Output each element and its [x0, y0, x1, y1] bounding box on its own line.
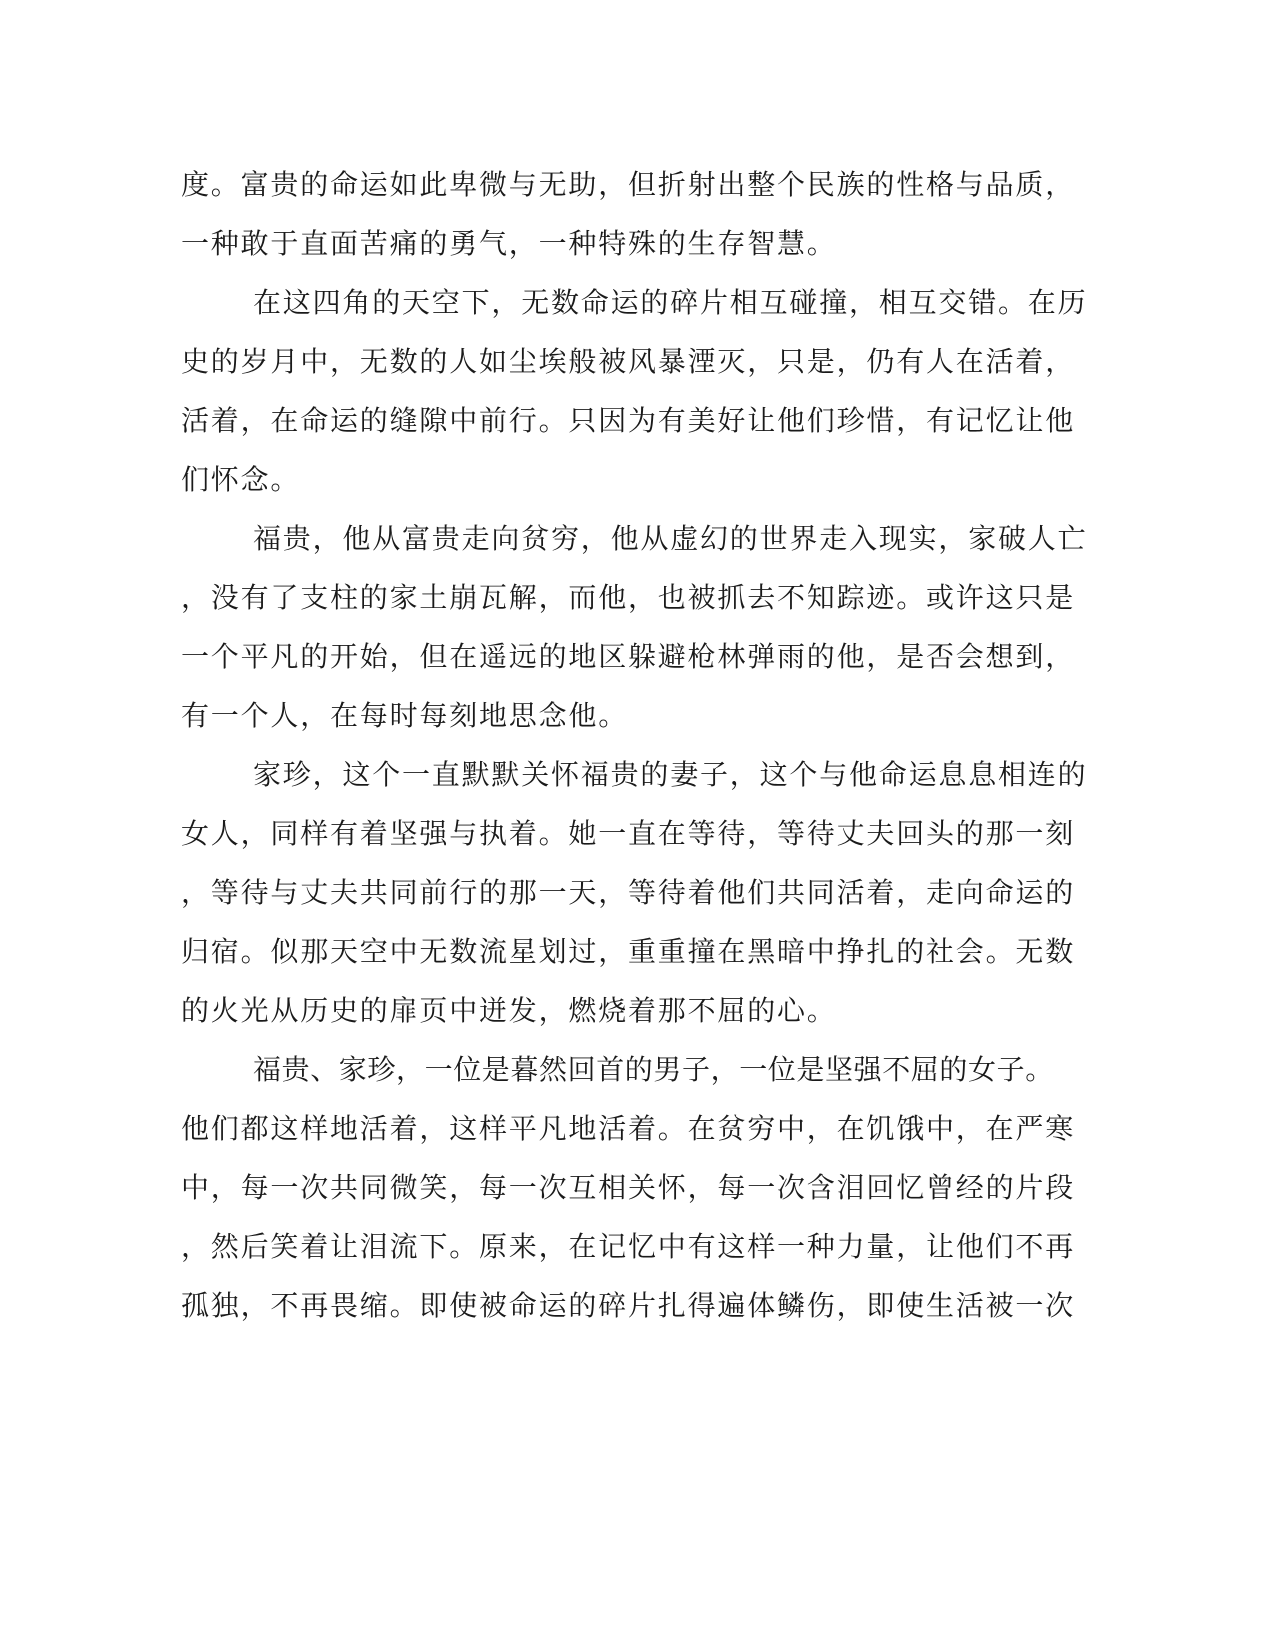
paragraph-start-line: 福贵、家珍，一位是暮然回首的男子，一位是坚强不屈的女子。	[253, 1053, 1054, 1086]
text-line: 有一个人，在每时每刻地思念他。	[181, 699, 629, 732]
paragraph-start-line: 家珍，这个一直默默关怀福贵的妻子，这个与他命运息息相连的	[253, 758, 1088, 791]
text-line: 归宿。似那天空中无数流星划过，重重撞在黑暗中挣扎的社会。无数	[181, 935, 1076, 968]
paragraph-start-line: 福贵，他从富贵走向贫穷，他从虚幻的世界走入现实，家破人亡	[253, 522, 1088, 555]
text-line: ，没有了支柱的家土崩瓦解，而他，也被抓去不知踪迹。或许这只是	[181, 581, 1076, 614]
text-line: 一种敢于直面苦痛的勇气，一种特殊的生存智慧。	[181, 227, 837, 260]
text-line: ，然后笑着让泪流下。原来，在记忆中有这样一种力量，让他们不再	[181, 1230, 1076, 1263]
text-line: 活着，在命运的缝隙中前行。只因为有美好让他们珍惜，有记忆让他	[181, 404, 1076, 437]
text-line: 度。富贵的命运如此卑微与无助，但折射出整个民族的性格与品质，	[181, 168, 1076, 201]
text-line: 他们都这样地活着，这样平凡地活着。在贫穷中，在饥饿中，在严寒	[181, 1112, 1076, 1145]
text-line: 一个平凡的开始，但在遥远的地区躲避枪林弹雨的他，是否会想到，	[181, 640, 1076, 673]
body-text	[181, 155, 1088, 1335]
text-line: 的火光从历史的扉页中迸发，燃烧着那不屈的心。	[181, 994, 837, 1027]
text-line: 中，每一次共同微笑，每一次互相关怀，每一次含泪回忆曾经的片段	[181, 1171, 1076, 1204]
text-line: 史的岁月中，无数的人如尘埃般被风暴湮灭，只是，仍有人在活着，	[181, 345, 1076, 378]
paragraph-start-line: 在这四角的天空下，无数命运的碎片相互碰撞，相互交错。在历	[253, 286, 1088, 319]
text-line: 孤独，不再畏缩。即使被命运的碎片扎得遍体鳞伤，即使生活被一次	[181, 1289, 1076, 1322]
text-line: 女人，同样有着坚强与执着。她一直在等待，等待丈夫回头的那一刻	[181, 817, 1076, 850]
text-line: ，等待与丈夫共同前行的那一天，等待着他们共同活着，走向命运的	[181, 876, 1076, 909]
text-line: 们怀念。	[181, 463, 301, 496]
